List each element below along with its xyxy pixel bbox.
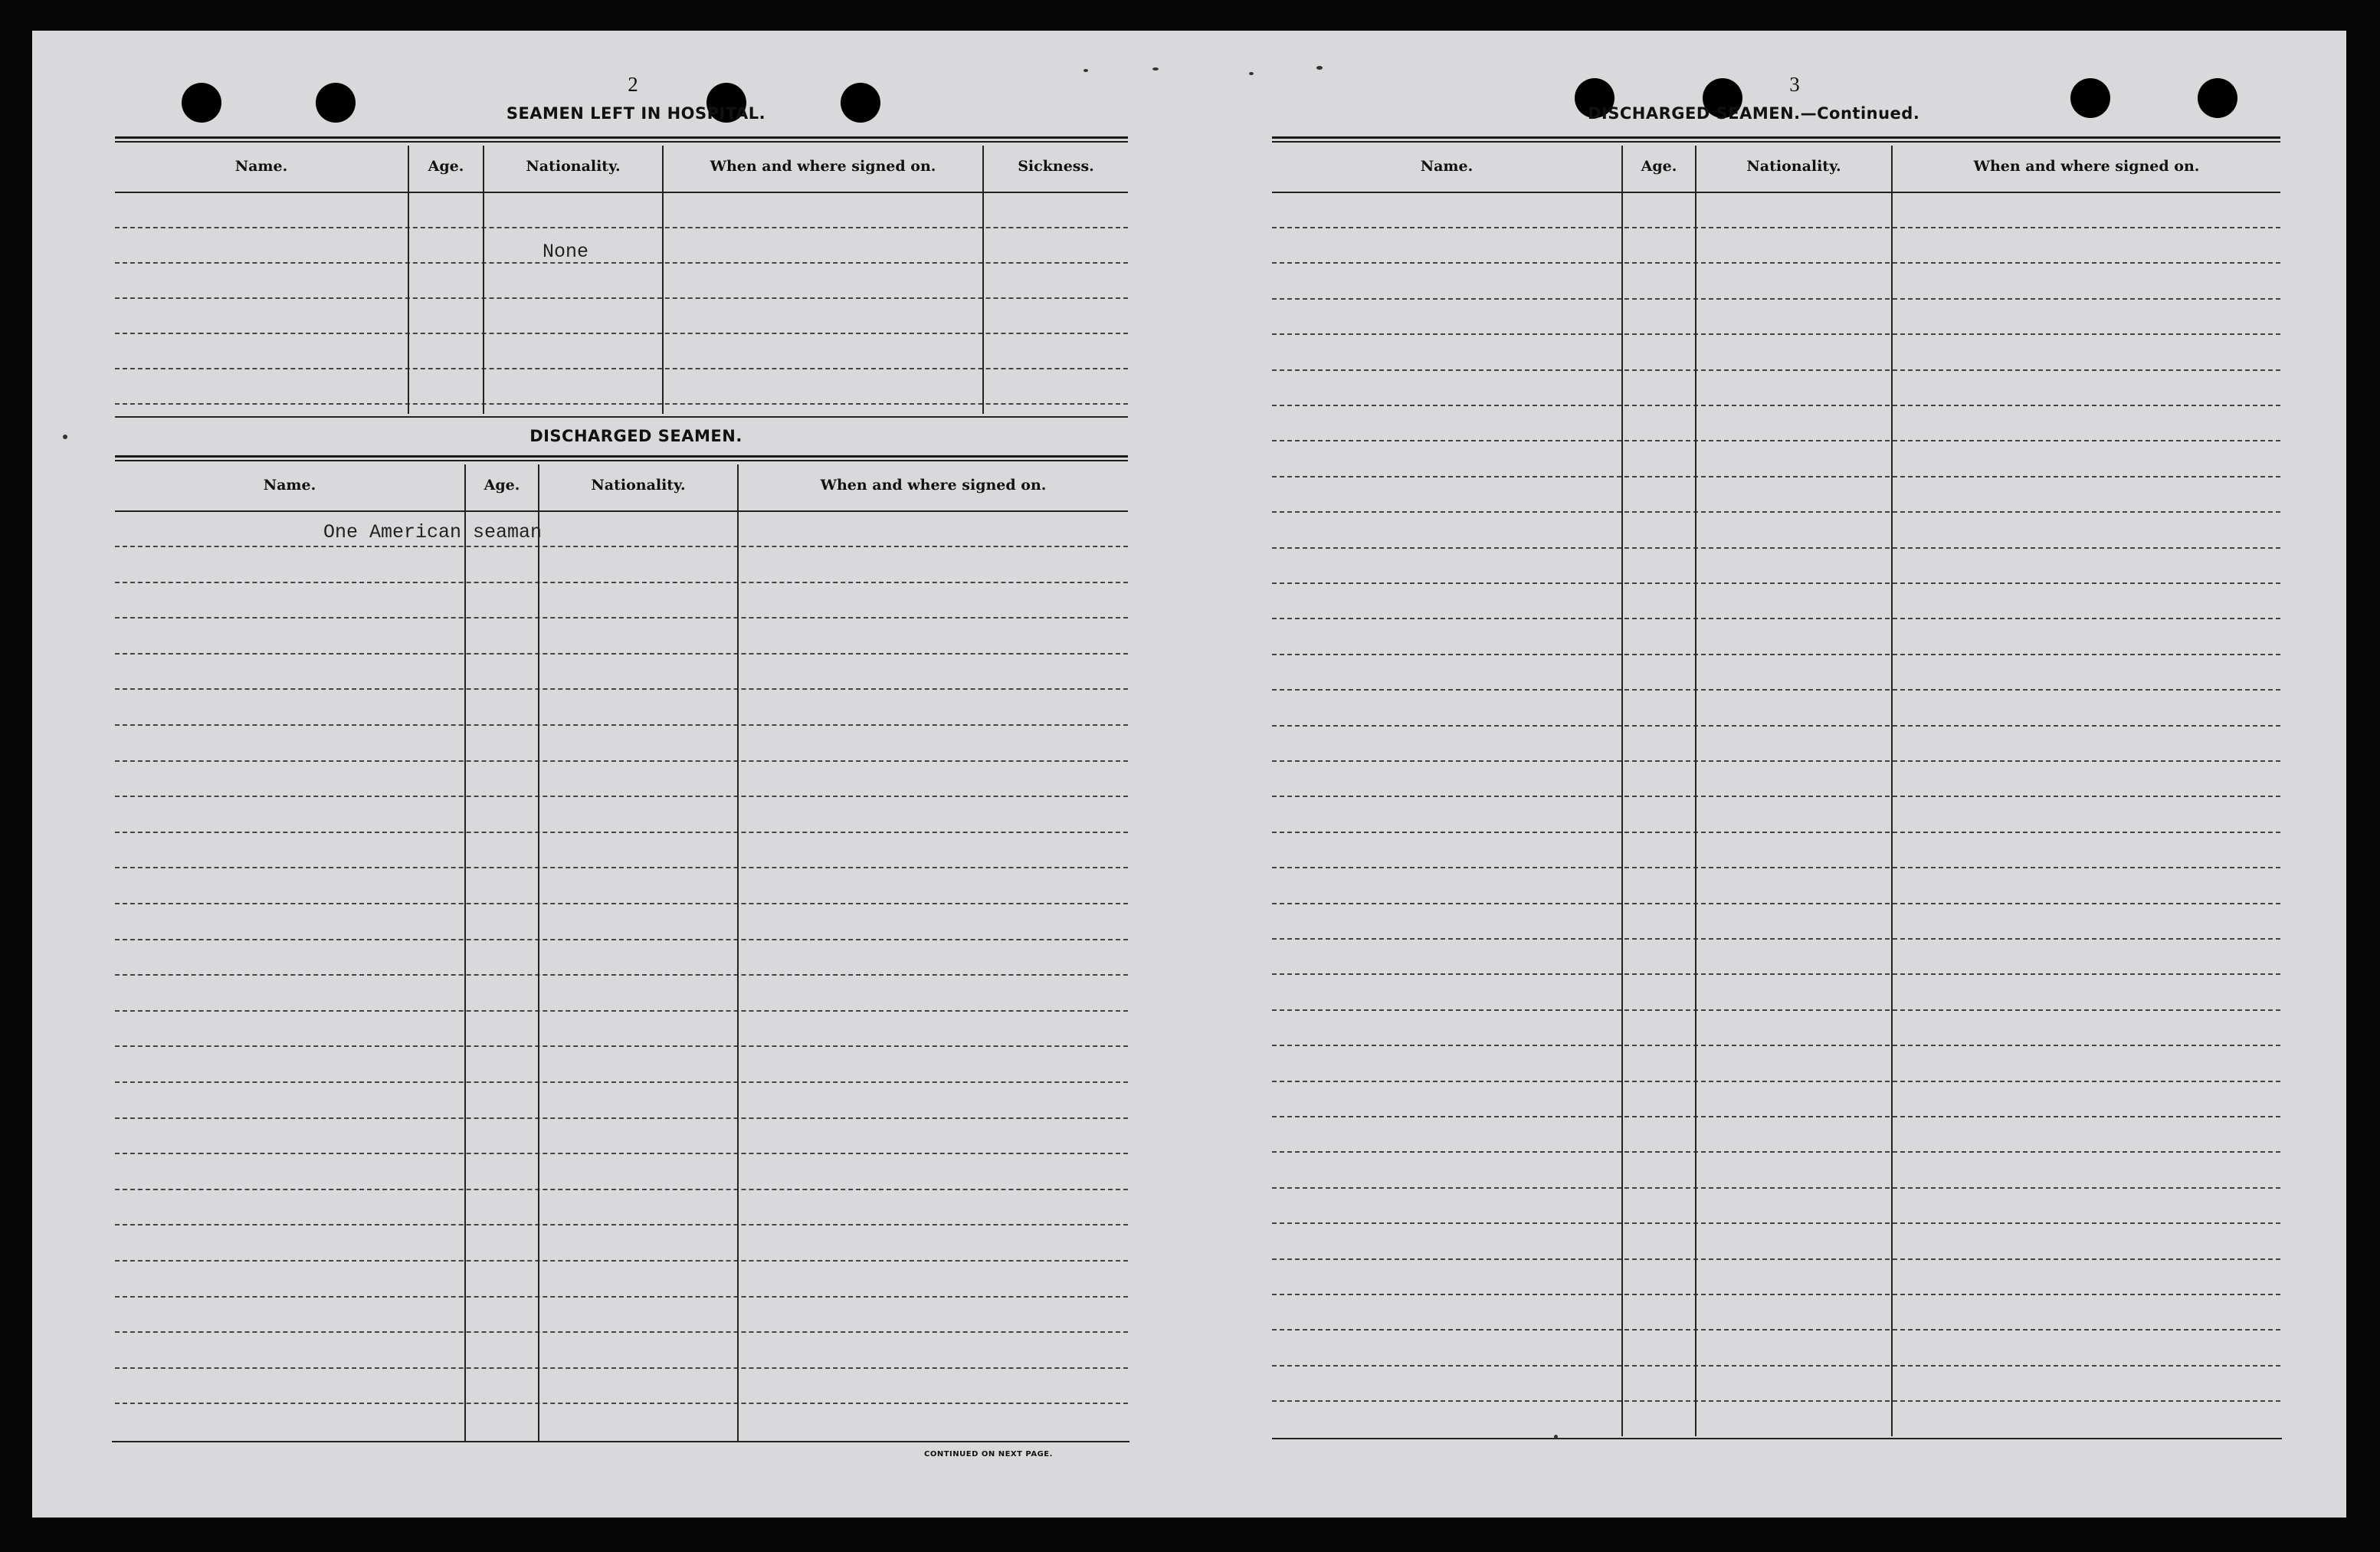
row-line	[115, 903, 1128, 904]
discharged-section-title: DISCHARGED SEAMEN.	[529, 427, 743, 445]
row-line	[115, 1081, 1128, 1083]
column-divider	[737, 464, 739, 1441]
row-line	[1272, 511, 2280, 513]
column-divider	[464, 464, 466, 1441]
table-bottom-rule	[1272, 1438, 2282, 1439]
column-header-name: Name.	[263, 477, 316, 494]
row-line	[1272, 1009, 2280, 1011]
column-header-age: Age.	[428, 158, 464, 175]
row-line	[1272, 476, 2280, 477]
row-line	[115, 1296, 1128, 1298]
section-bottom-rule	[115, 416, 1128, 418]
row-line	[1272, 582, 2280, 584]
row-line	[115, 688, 1128, 690]
column-header-nationality: Nationality.	[591, 477, 686, 494]
row-line	[1272, 1222, 2280, 1224]
column-header-age: Age.	[484, 477, 520, 494]
row-line	[1272, 1329, 2280, 1331]
table-top-rule	[115, 455, 1128, 461]
row-line	[1272, 1400, 2280, 1402]
row-line	[1272, 1081, 2280, 1082]
column-divider	[662, 146, 664, 414]
row-line	[115, 832, 1128, 833]
row-line	[115, 796, 1128, 797]
header-rule	[115, 510, 1128, 512]
column-divider	[483, 146, 484, 414]
column-header-name: Name.	[234, 158, 288, 175]
row-line	[1272, 405, 2280, 406]
punch-hole	[2070, 78, 2110, 118]
row-line	[115, 333, 1128, 334]
row-line	[1272, 760, 2280, 762]
column-divider	[1695, 146, 1696, 1436]
row-line	[1272, 369, 2280, 371]
speck	[63, 435, 67, 439]
row-line	[115, 297, 1128, 299]
discharged-entry: One American seaman	[323, 521, 543, 543]
punch-hole	[841, 83, 880, 123]
row-line	[1272, 867, 2280, 868]
header-rule	[115, 192, 1128, 193]
row-line	[1272, 938, 2280, 940]
speck	[1152, 67, 1159, 71]
column-header-signed-on: When and where signed on.	[1973, 158, 2200, 175]
row-line	[1272, 832, 2280, 833]
row-line	[1272, 725, 2280, 727]
speck	[1249, 72, 1254, 75]
row-line	[115, 760, 1128, 762]
column-header-name: Name.	[1420, 158, 1474, 175]
row-line	[115, 582, 1128, 583]
row-line	[1272, 440, 2280, 441]
continued-footer: CONTINUED ON NEXT PAGE.	[924, 1450, 1053, 1458]
row-line	[1272, 1294, 2280, 1295]
page-number: 3	[1789, 73, 1800, 96]
column-header-age: Age.	[1641, 158, 1677, 175]
punch-hole	[316, 83, 356, 123]
row-line	[115, 1045, 1128, 1047]
row-line	[1272, 973, 2280, 975]
row-line	[115, 867, 1128, 868]
row-line	[115, 617, 1128, 619]
column-header-signed-on: When and where signed on.	[710, 158, 936, 175]
page-number: 2	[628, 73, 638, 96]
row-line	[115, 403, 1128, 405]
row-line	[115, 653, 1128, 655]
table-top-rule	[115, 136, 1128, 143]
column-divider	[1891, 146, 1893, 1436]
row-line	[1272, 547, 2280, 549]
header-rule	[1272, 192, 2280, 193]
row-line	[115, 724, 1128, 726]
speck	[1316, 66, 1323, 70]
row-line	[115, 1189, 1128, 1190]
table-top-rule	[1272, 136, 2280, 143]
row-line	[115, 1010, 1128, 1012]
scanned-document	[32, 31, 2346, 1518]
row-line	[1272, 1045, 2280, 1046]
row-line	[115, 1367, 1128, 1369]
punch-hole	[2198, 78, 2237, 118]
row-line	[115, 939, 1128, 940]
row-line	[1272, 333, 2280, 335]
row-line	[1272, 1187, 2280, 1189]
row-line	[115, 1224, 1128, 1226]
row-line	[1272, 654, 2280, 655]
row-line	[1272, 903, 2280, 904]
row-line	[115, 546, 1128, 547]
row-line	[115, 1117, 1128, 1119]
row-line	[1272, 1116, 2280, 1117]
hospital-section-title: SEAMEN LEFT IN HOSPITAL.	[506, 104, 766, 123]
row-line	[1272, 1151, 2280, 1153]
speck	[1083, 69, 1088, 72]
column-header-sickness: Sickness.	[1018, 158, 1094, 175]
row-line	[115, 262, 1128, 264]
discharged-continued-title: DISCHARGED SEAMEN.—Continued.	[1588, 104, 1920, 123]
row-line	[1272, 262, 2280, 264]
column-header-nationality: Nationality.	[1746, 158, 1841, 175]
column-header-nationality: Nationality.	[526, 158, 621, 175]
column-divider	[408, 146, 409, 414]
column-divider	[538, 464, 539, 1441]
column-header-signed-on: When and where signed on.	[820, 477, 1047, 494]
row-line	[115, 1331, 1128, 1333]
row-line	[115, 1403, 1128, 1404]
row-line	[1272, 227, 2280, 228]
column-divider	[982, 146, 984, 414]
row-line	[115, 1260, 1128, 1262]
row-line	[1272, 796, 2280, 797]
row-line	[1272, 618, 2280, 619]
punch-hole	[182, 83, 221, 123]
row-line	[1272, 689, 2280, 691]
hospital-entry: None	[543, 241, 589, 263]
row-line	[115, 227, 1128, 228]
column-divider	[1621, 146, 1623, 1436]
row-line	[1272, 1258, 2280, 1260]
row-line	[1272, 298, 2280, 300]
row-line	[115, 974, 1128, 976]
row-line	[1272, 1365, 2280, 1367]
table-bottom-rule	[112, 1441, 1129, 1442]
row-line	[115, 1153, 1128, 1154]
row-line	[115, 368, 1128, 369]
